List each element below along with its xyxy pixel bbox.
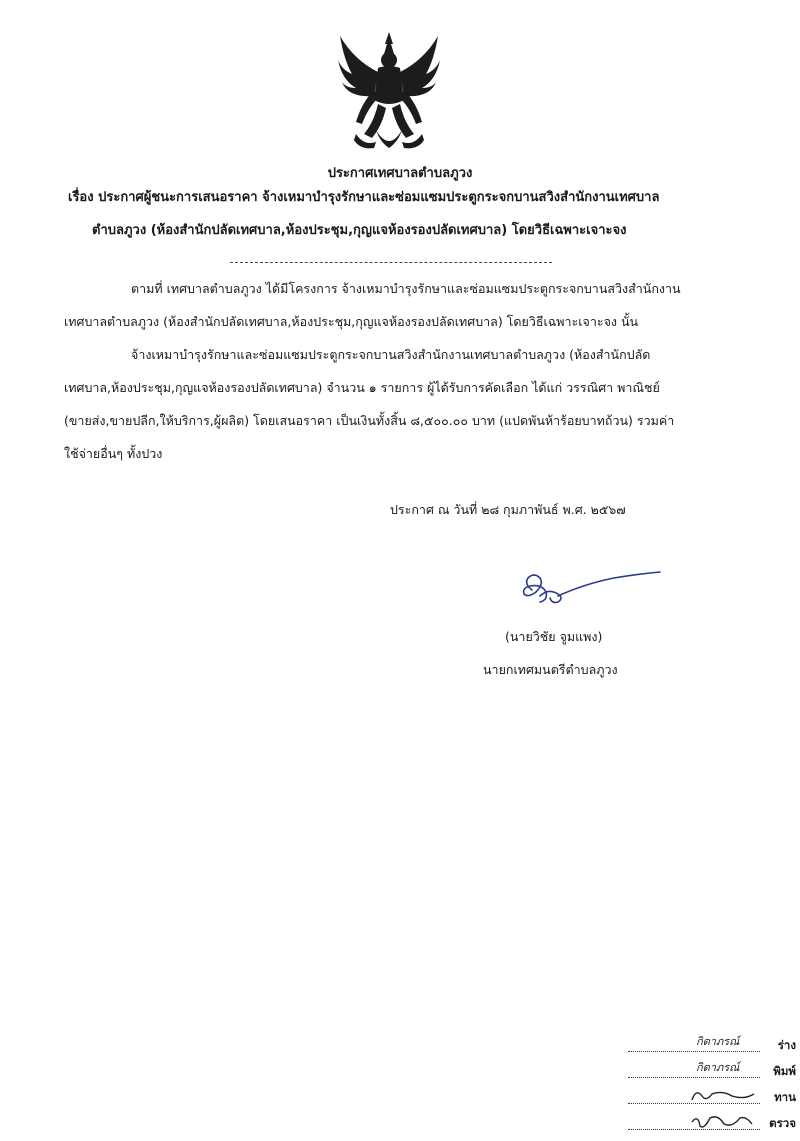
role-review: ทาน <box>774 1090 796 1104</box>
role-check: ตรวจ <box>769 1116 796 1130</box>
paragraph2-line4: ใช้จ่ายอื่นๆ ทั้งปวง <box>64 446 163 461</box>
paragraph1-line1: ตามที่ เทศบาลตำบลภูวง ได้มีโครงการ จ้างเหมาบำรุงรักษาและซ่อมแซมประตูกระจกบานสวิงสำนักงาน <box>131 281 681 296</box>
paragraph2-line3: (ขายส่ง,ขายปลีก,ให้บริการ,ผู้ผลิต) โดยเสนอราคา เป็นเงินทั้งสิ้น ๘,๕๐๐.๐๐ บาท (แปดพันห้าร้อยบาทถ้วน) รวมค่า <box>64 413 675 428</box>
divider-line <box>230 262 552 263</box>
footer-row-check <box>628 1112 798 1134</box>
initial-print: กิตาภรณ์ <box>696 1061 740 1074</box>
announcement-date: ประกาศ ณ วันที่ ๒๘ กุมภาพันธ์ พ.ศ. ๒๕๖๗ <box>390 502 626 517</box>
role-print: พิมพ์ <box>773 1064 796 1078</box>
footer-row-review <box>628 1086 798 1108</box>
garuda-emblem <box>334 30 444 152</box>
paragraph1-line2: เทศบาลตำบลภูวง (ห้องสำนักปลัดเทศบาล,ห้องประชุม,กุญแจห้องรองปลัดเทศบาล) โดยวิธีเฉพาะเจาะจง นั้น <box>64 314 639 329</box>
initial-scribble <box>688 1086 758 1106</box>
initial-draft: กิตาภรณ์ <box>696 1035 740 1048</box>
role-draft: ร่าง <box>777 1038 796 1052</box>
dotted-line <box>628 1077 760 1078</box>
subject-line-2: ตำบลภูวง (ห้องสำนักปลัดเทศบาล,ห้องประชุม,กุญแจห้องรองปลัดเทศบาล) โดยวิธีเฉพาะเจาะจง <box>92 223 627 238</box>
footer-row-print <box>628 1060 798 1082</box>
initial-scribble <box>688 1112 758 1132</box>
subject-line-1: เรื่อง ประกาศผู้ชนะการเสนอราคา จ้างเหมาบำรุงรักษาและซ่อมแซมประตูกระจกบานสวิงสำนักงานเทศบาล <box>68 190 660 205</box>
signer-name: (นายวิชัย จูมแพง) <box>505 629 603 644</box>
footer-row-draft <box>628 1034 798 1056</box>
paragraph2-line1: จ้างเหมาบำรุงรักษาและซ่อมแซมประตูกระจกบานสวิงสำนักงานเทศบาลตำบลภูวง (ห้องสำนักปลัด <box>131 347 651 362</box>
paragraph2-line2: เทศบาล,ห้องประชุม,กุญแจห้องรองปลัดเทศบาล) จำนวน ๑ รายการ ผู้ได้รับการคัดเลือก ได้แก่ วรรณิศา พาณิชย์ <box>64 380 660 395</box>
announcement-title: ประกาศเทศบาลตำบลภูวง <box>327 166 473 181</box>
signer-position: นายกเทศมนตรีตำบลภูวง <box>483 662 618 677</box>
dotted-line <box>628 1051 760 1052</box>
handwritten-signature <box>514 566 664 612</box>
